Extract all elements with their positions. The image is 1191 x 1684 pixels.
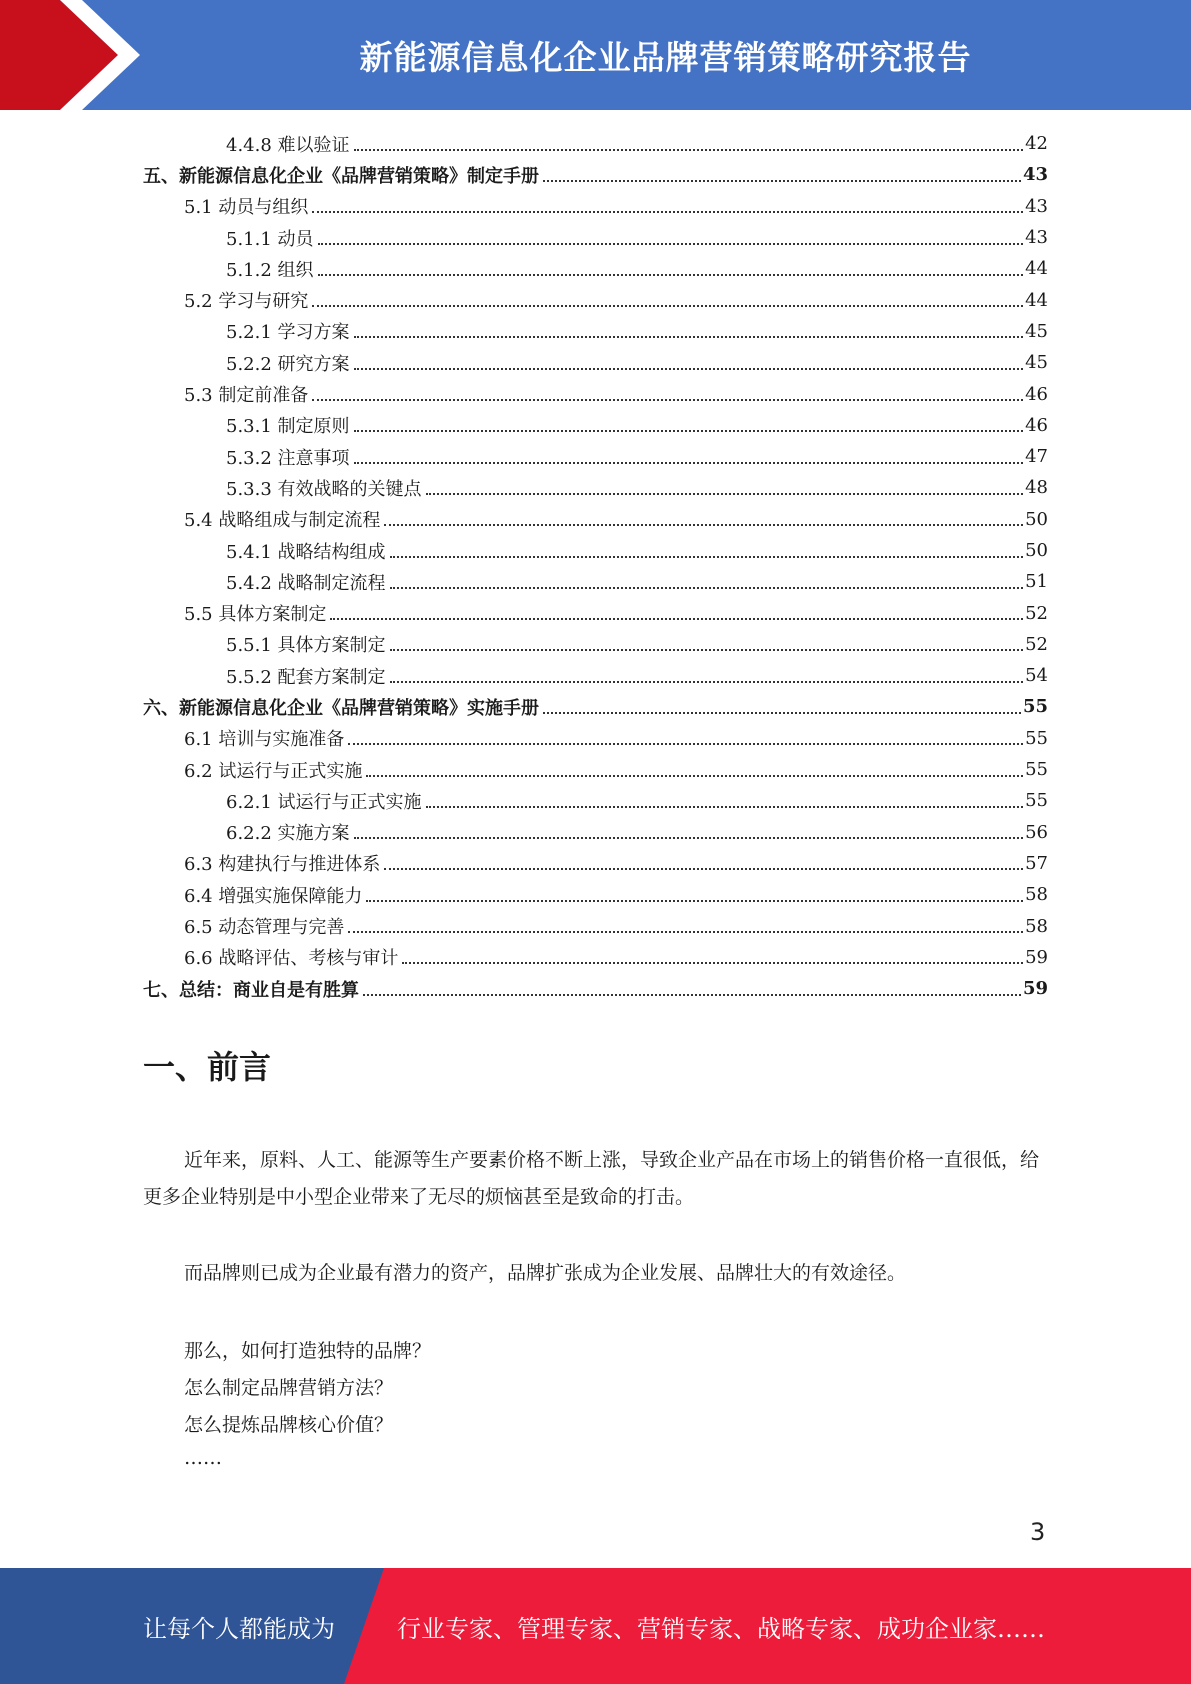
toc-entry[interactable]: [143, 472, 1048, 503]
toc-entry-page: 55: [1025, 727, 1048, 749]
toc-entry[interactable]: [143, 597, 1048, 628]
toc-entry-label: 5.4 战略组成与制定流程: [184, 510, 381, 532]
toc-entry-page: 54: [1025, 665, 1048, 687]
toc-dot-leader: [318, 243, 1024, 245]
toc-entry-page: 52: [1025, 633, 1048, 655]
toc-entry[interactable]: [143, 410, 1048, 441]
toc-dot-leader: [312, 305, 1023, 307]
toc-dot-leader: [426, 493, 1024, 495]
section-heading: 一、前言: [143, 1048, 272, 1086]
toc-entry[interactable]: [143, 817, 1048, 848]
toc-entry-label: 6.6 战略评估、考核与审计: [184, 948, 399, 970]
toc-dot-leader: [366, 775, 1023, 777]
toc-dot-leader: [348, 931, 1023, 933]
toc-dot-leader: [390, 587, 1024, 589]
toc-entry-label: 5.5.1 具体方案制定: [226, 635, 386, 657]
toc-entry-label: 5.2.1 学习方案: [226, 322, 350, 344]
report-title: 新能源信息化企业品牌营销策略研究报告: [359, 37, 972, 77]
toc-entry-page: 57: [1025, 852, 1048, 874]
toc-entry-label: 5.1 动员与组织: [184, 197, 309, 219]
footer-slogan-left: 让每个人都能成为: [143, 1614, 335, 1643]
toc-dot-leader: [312, 399, 1023, 401]
toc-entry[interactable]: [143, 128, 1048, 159]
toc-entry-page: 44: [1025, 258, 1048, 280]
toc-entry-page: 52: [1025, 602, 1048, 624]
intro-paragraph-2: 而品牌则已成为企业最有潜力的资产，品牌扩张成为企业发展、品牌壮大的有效途径。: [184, 1262, 907, 1284]
intro-paragraph-1: 近年来，原料、人工、能源等生产要素价格不断上涨，导致企业产品在市场上的销售价格一直很低，给更多企业特别是中小型企业带来了无尽的烦恼甚至是致命的打击。: [143, 1149, 1040, 1208]
toc-entry-page: 46: [1025, 383, 1048, 405]
toc-entry[interactable]: [143, 754, 1048, 785]
toc-dot-leader: [390, 681, 1024, 683]
toc-entry-page: 50: [1025, 540, 1048, 561]
toc-entry[interactable]: [143, 222, 1048, 253]
toc-dot-leader: [348, 743, 1023, 745]
table-of-contents: [143, 128, 1048, 1004]
toc-dot-leader: [354, 336, 1024, 338]
toc-entry[interactable]: [143, 191, 1048, 222]
toc-entry-page: 46: [1025, 414, 1048, 436]
toc-dot-leader: [384, 868, 1023, 870]
ellipsis-line: ……: [184, 1447, 222, 1469]
toc-entry-page: 43: [1022, 164, 1048, 186]
toc-entry-page: 59: [1022, 978, 1048, 1000]
toc-entry-label: 5.5.2 配套方案制定: [226, 666, 386, 688]
toc-entry-label: 5.5 具体方案制定: [184, 604, 327, 626]
toc-entry-label: 5.2.2 研究方案: [226, 353, 350, 375]
toc-entry-page: 42: [1025, 133, 1048, 155]
toc-entry-page: 51: [1025, 571, 1048, 593]
toc-entry-page: 50: [1025, 508, 1048, 530]
toc-dot-leader: [354, 462, 1024, 464]
toc-entry-page: 47: [1025, 446, 1048, 468]
toc-entry[interactable]: [143, 848, 1048, 879]
toc-entry-page: 55: [1022, 696, 1048, 718]
toc-dot-leader: [402, 962, 1023, 964]
toc-entry[interactable]: [143, 504, 1048, 535]
toc-entry[interactable]: [143, 441, 1048, 472]
toc-entry-page: 55: [1025, 759, 1048, 781]
toc-entry[interactable]: [143, 879, 1048, 910]
toc-entry[interactable]: [143, 316, 1048, 347]
toc-entry-label: 6.4 增强实施保障能力: [184, 885, 363, 907]
toc-dot-leader: [543, 180, 1021, 182]
toc-entry[interactable]: [143, 910, 1048, 941]
toc-entry[interactable]: [143, 159, 1048, 190]
toc-entry[interactable]: [143, 284, 1048, 315]
header-arrow-graphic: [0, 0, 160, 110]
toc-dot-leader: [543, 712, 1021, 714]
header-banner: [0, 0, 1191, 110]
toc-dot-leader: [390, 556, 1024, 558]
toc-dot-leader: [312, 211, 1023, 213]
toc-entry-page: 44: [1025, 289, 1048, 311]
toc-entry[interactable]: [143, 723, 1048, 754]
toc-dot-leader: [330, 618, 1023, 620]
toc-entry-page: 43: [1025, 195, 1048, 217]
toc-entry-label: 六、新能源信息化企业《品牌营销策略》实施手册: [143, 697, 539, 719]
toc-entry-label: 6.5 动态管理与完善: [184, 917, 345, 939]
toc-entry-page: 45: [1025, 320, 1048, 342]
toc-entry-label: 5.3.1 制定原则: [226, 416, 350, 438]
toc-dot-leader: [354, 368, 1024, 370]
toc-entry-page: 48: [1025, 477, 1048, 499]
toc-entry-label: 6.2.1 试运行与正式实施: [226, 791, 422, 813]
toc-dot-leader: [384, 524, 1023, 526]
toc-entry[interactable]: [143, 629, 1048, 660]
toc-entry-page: 59: [1025, 946, 1048, 968]
toc-entry[interactable]: [143, 942, 1048, 973]
toc-entry-page: 58: [1025, 915, 1048, 937]
toc-dot-leader: [354, 837, 1024, 839]
toc-dot-leader: [354, 430, 1024, 432]
toc-entry-label: 5.3 制定前准备: [184, 385, 309, 407]
toc-entry-label: 五、新能源信息化企业《品牌营销策略》制定手册: [143, 165, 539, 187]
toc-entry-label: 5.2 学习与研究: [184, 291, 309, 313]
toc-entry-page: 43: [1025, 227, 1048, 249]
toc-entry-page: 55: [1025, 790, 1048, 812]
toc-entry[interactable]: [143, 973, 1048, 1004]
footer-slogan-right: 行业专家、管理专家、营销专家、战略专家、成功企业家……: [397, 1614, 1045, 1643]
toc-entry[interactable]: [143, 566, 1048, 597]
toc-entry-label: 5.1.1 动员: [226, 228, 314, 250]
toc-entry[interactable]: [143, 660, 1048, 691]
toc-dot-leader: [426, 806, 1024, 808]
question-line: 怎么制定品牌营销方法？: [184, 1377, 394, 1399]
toc-entry[interactable]: [143, 785, 1048, 816]
toc-entry-label: 5.1.2 组织: [226, 259, 314, 281]
toc-entry[interactable]: [143, 535, 1048, 566]
toc-dot-leader: [366, 900, 1023, 902]
toc-dot-leader: [354, 149, 1024, 151]
toc-entry-label: 5.3.3 有效战略的关键点: [226, 478, 422, 500]
toc-entry-label: 6.3 构建执行与推进体系: [184, 854, 381, 876]
question-line: 那么，如何打造独特的品牌？: [184, 1340, 432, 1362]
toc-entry-label: 5.3.2 注意事项: [226, 447, 350, 469]
toc-entry-label: 6.1 培训与实施准备: [184, 729, 345, 751]
toc-entry-label: 6.2 试运行与正式实施: [184, 760, 363, 782]
toc-entry-page: 58: [1025, 884, 1048, 906]
page-number: 3: [1030, 1518, 1046, 1546]
toc-entry-label: 5.4.2 战略制定流程: [226, 572, 386, 594]
toc-entry-page: 56: [1025, 821, 1048, 843]
toc-entry-page: 45: [1025, 352, 1048, 374]
toc-entry[interactable]: [143, 253, 1048, 284]
toc-entry[interactable]: [143, 347, 1048, 378]
toc-entry-label: 6.2.2 实施方案: [226, 823, 350, 845]
question-line: 怎么提炼品牌核心价值？: [184, 1414, 394, 1436]
footer-banner: [0, 1568, 1191, 1684]
toc-dot-leader: [363, 994, 1021, 996]
toc-entry-label: 4.4.8 难以验证: [226, 134, 350, 156]
toc-dot-leader: [390, 649, 1024, 651]
toc-entry-label: 5.4.1 战略结构组成: [226, 541, 386, 563]
toc-entry[interactable]: [143, 691, 1048, 722]
toc-entry-label: 七、总结：商业自是有胜算: [143, 979, 359, 1001]
toc-entry[interactable]: [143, 378, 1048, 409]
toc-dot-leader: [318, 274, 1024, 276]
